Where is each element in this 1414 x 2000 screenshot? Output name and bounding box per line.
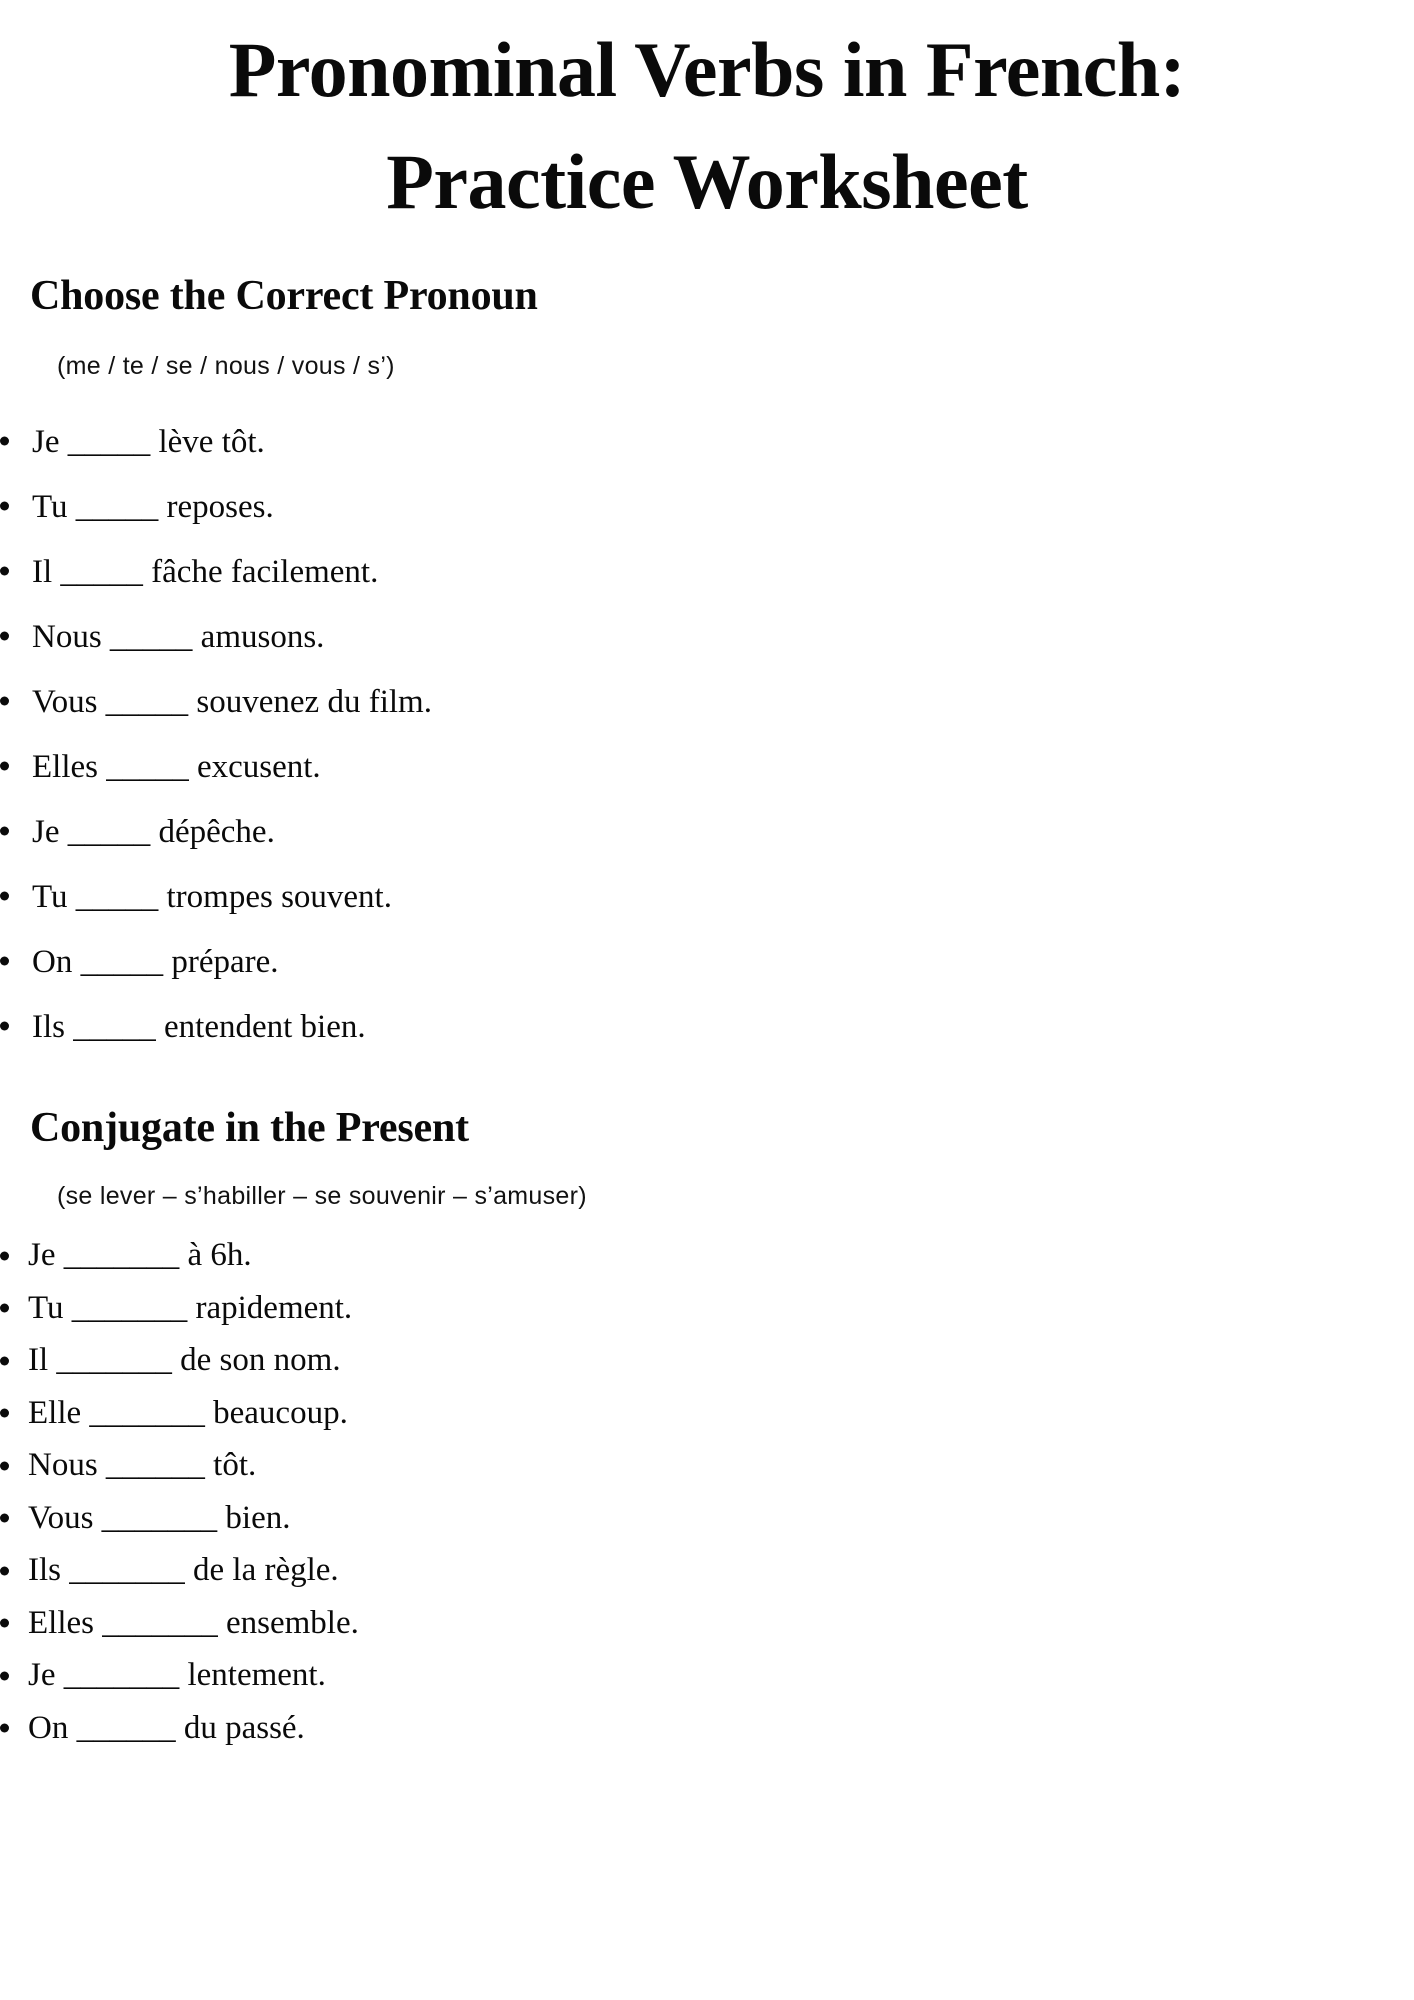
page-title-line-1: Pronominal Verbs in French: (228, 26, 1186, 113)
list-item (0, 733, 1414, 798)
question-text: Je _______ lentement. (28, 1657, 326, 1694)
list-item (0, 473, 1414, 538)
question-text: Ils _____ entendent bien. (32, 1009, 366, 1046)
question-text: Je _____ dépêche. (32, 814, 275, 851)
list-item (0, 863, 1414, 928)
question-text: Elle _______ beaucoup. (28, 1394, 348, 1431)
list-item (0, 1439, 1414, 1492)
bullet-icon (0, 566, 9, 575)
list-item (0, 408, 1414, 473)
bullet-icon (0, 826, 9, 835)
section-hint: (me / te / se / nous / vous / s’) (57, 352, 395, 381)
section-hint: (se lever – s’habiller – se souvenir – s’amuser) (57, 1182, 587, 1211)
list-item (0, 1649, 1414, 1702)
section-conjugate-present (0, 1058, 1414, 1754)
question-text: Tu _____ reposes. (32, 489, 274, 526)
pronoun-question-list (0, 381, 1414, 1058)
list-item (0, 1597, 1414, 1650)
bullet-icon (0, 1514, 9, 1523)
question-text: Elles _____ excusent. (32, 749, 321, 786)
bullet-icon (0, 1356, 9, 1365)
question-text: Nous ______ tôt. (28, 1447, 257, 1484)
bullet-icon (0, 1251, 9, 1260)
question-text: Tu _____ trompes souvent. (32, 879, 392, 916)
bullet-icon (0, 1724, 9, 1733)
list-item (0, 993, 1414, 1058)
bullet-icon (0, 1304, 9, 1313)
list-item (0, 1229, 1414, 1282)
bullet-icon (0, 1619, 9, 1628)
list-item (0, 538, 1414, 603)
list-item (0, 1387, 1414, 1440)
bullet-icon (0, 891, 9, 900)
list-item (0, 603, 1414, 668)
list-item (0, 668, 1414, 733)
section-choose-correct-pronoun (0, 239, 1414, 1058)
bullet-icon (0, 1461, 9, 1470)
bullet-icon (0, 436, 9, 445)
question-text: Elles _______ ensemble. (28, 1604, 359, 1641)
list-item (0, 1334, 1414, 1387)
section-heading: Choose the Correct Pronoun (30, 272, 538, 319)
bullet-icon (0, 696, 9, 705)
page-title (0, 0, 1414, 239)
bullet-icon (0, 1021, 9, 1030)
bullet-icon (0, 1671, 9, 1680)
bullet-icon (0, 1566, 9, 1575)
question-text: Vous _____ souvenez du film. (32, 684, 432, 721)
list-item (0, 798, 1414, 863)
question-text: Nous _____ amusons. (32, 619, 325, 656)
list-item (0, 1702, 1414, 1755)
question-text: Je _______ à 6h. (28, 1237, 252, 1274)
section-heading: Conjugate in the Present (30, 1105, 469, 1152)
question-text: Tu _______ rapidement. (28, 1289, 353, 1326)
question-text: Ils _______ de la règle. (28, 1552, 339, 1589)
question-text: On ______ du passé. (28, 1709, 305, 1746)
question-text: Il _____ fâche facilement. (32, 554, 379, 591)
bullet-icon (0, 956, 9, 965)
bullet-icon (0, 501, 9, 510)
list-item (0, 928, 1414, 993)
bullet-icon (0, 1409, 9, 1418)
page-title-line-2: Practice Worksheet (386, 138, 1028, 226)
question-text: Il _______ de son nom. (28, 1342, 341, 1379)
question-text: Je _____ lève tôt. (32, 424, 265, 461)
bullet-icon (0, 631, 9, 640)
list-item (0, 1544, 1414, 1597)
question-text: On _____ prépare. (32, 944, 279, 981)
conjugate-question-list (0, 1211, 1414, 1754)
question-text: Vous _______ bien. (28, 1499, 291, 1536)
list-item (0, 1492, 1414, 1545)
list-item (0, 1282, 1414, 1335)
bullet-icon (0, 761, 9, 770)
